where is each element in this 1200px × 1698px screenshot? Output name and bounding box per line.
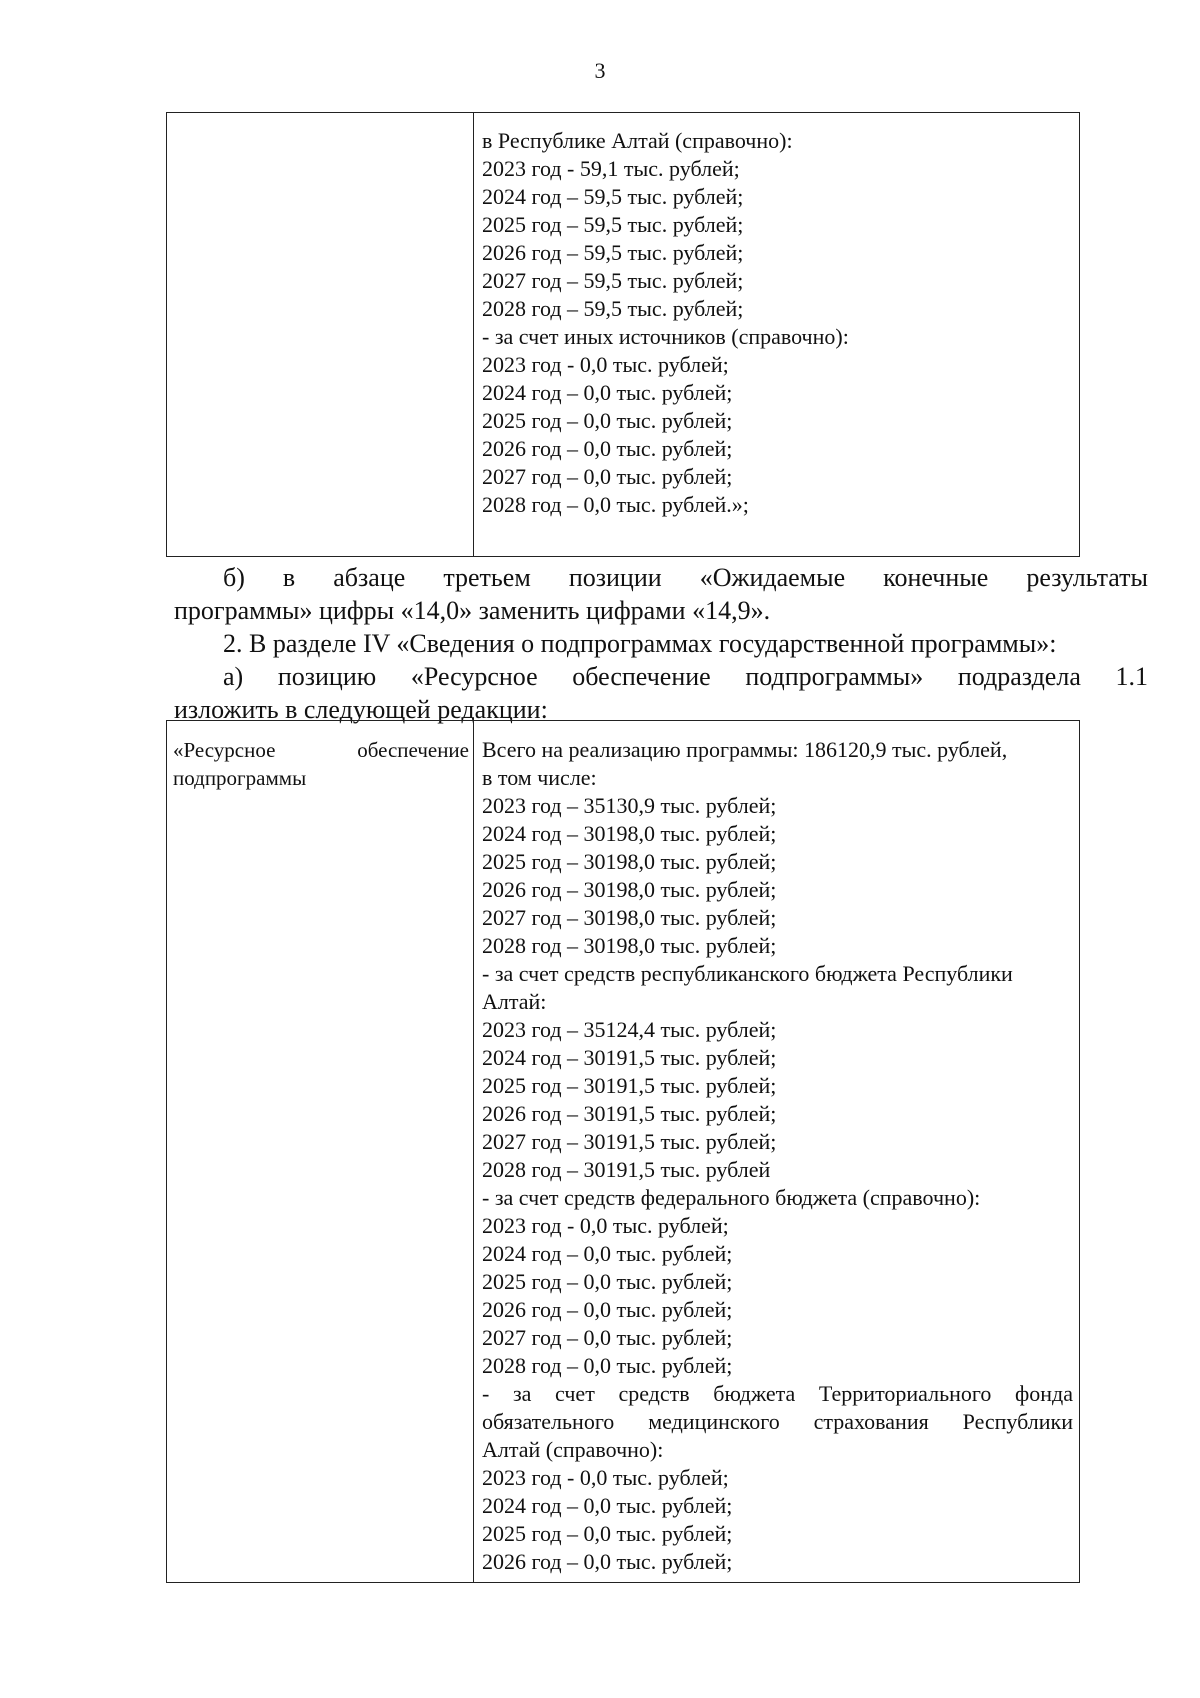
funding-line: Всего на реализацию программы: 186120,9 тыс. рублей, (482, 737, 1008, 762)
funding-line: 2025 год – 30198,0 тыс. рублей; (482, 849, 777, 874)
funding-line: 2024 год – 0,0 тыс. рублей; (482, 1493, 733, 1518)
funding-line: 2026 год – 0,0 тыс. рублей; (482, 1297, 733, 1322)
funding-line: 2024 год – 0,0 тыс. рублей; (482, 380, 733, 405)
funding-line: 2026 год – 59,5 тыс. рублей; (482, 240, 744, 265)
funding-line: 2025 год – 30191,5 тыс. рублей; (482, 1073, 777, 1098)
paragraph-item-2-text: 2. В разделе IV «Сведения о подпрограммах государственной программы»: (223, 629, 1057, 658)
funding-line: 2024 год – 30198,0 тыс. рублей; (482, 821, 777, 846)
funding-line: 2024 год – 0,0 тыс. рублей; (482, 1241, 733, 1266)
funding-line: 2028 год – 59,5 тыс. рублей; (482, 296, 744, 321)
funding-line: обязательного медицинского страхования Республики (482, 1409, 1073, 1434)
funding-line: 2027 год – 30198,0 тыс. рублей; (482, 905, 777, 930)
funding-line: 2023 год – 35124,4 тыс. рублей; (482, 1017, 777, 1042)
funding-line: 2024 год – 30191,5 тыс. рублей; (482, 1045, 777, 1070)
funding-line: 2025 год – 0,0 тыс. рублей; (482, 1269, 733, 1294)
funding-line: 2028 год – 0,0 тыс. рублей.»; (482, 492, 749, 517)
funding-lines (474, 113, 1079, 519)
funding-line: в том числе: (482, 765, 597, 790)
table-left-cell (167, 113, 474, 556)
paragraph-a-line-2: изложить в следующей редакции: (174, 695, 548, 724)
funding-line: 2026 год – 30198,0 тыс. рублей; (482, 877, 777, 902)
funding-line: 2023 год - 0,0 тыс. рублей; (482, 1465, 729, 1490)
position-name-line-2: подпрограммы (173, 766, 307, 790)
funding-line: 2024 год – 59,5 тыс. рублей; (482, 184, 744, 209)
table-right-cell (474, 113, 1079, 556)
funding-line: 2027 год – 0,0 тыс. рублей; (482, 464, 733, 489)
funding-line: - за счет средств федерального бюджета (справочно): (482, 1185, 981, 1210)
funding-line: 2023 год – 35130,9 тыс. рублей; (482, 793, 777, 818)
paragraph-a (174, 660, 1148, 726)
funding-line: 2027 год – 59,5 тыс. рублей; (482, 268, 744, 293)
subprogram-funding-table (166, 720, 1080, 1583)
table-right-cell (474, 721, 1079, 1582)
funding-lines (474, 721, 1079, 1576)
funding-line: 2028 год – 0,0 тыс. рублей; (482, 1353, 733, 1378)
paragraph-b-line-2: программы» цифры «14,0» заменить цифрами «14,9». (174, 596, 771, 625)
funding-line: 2023 год - 0,0 тыс. рублей; (482, 1213, 729, 1238)
funding-line: 2025 год – 0,0 тыс. рублей; (482, 1521, 733, 1546)
funding-line: Алтай: (482, 989, 547, 1014)
table-left-cell (167, 721, 474, 1582)
funding-line: - за счет средств республиканского бюджета Республики (482, 961, 1013, 986)
page-number: 3 (594, 58, 606, 83)
funding-line: 2026 год – 0,0 тыс. рублей; (482, 1549, 733, 1574)
funding-line: 2025 год – 59,5 тыс. рублей; (482, 212, 744, 237)
funding-line: 2026 год – 30191,5 тыс. рублей; (482, 1101, 777, 1126)
funding-line: 2028 год – 30191,5 тыс. рублей (482, 1157, 771, 1182)
funding-line: 2023 год - 0,0 тыс. рублей; (482, 352, 729, 377)
funding-line: - за счет средств бюджета Территориального фонда (482, 1381, 1073, 1406)
funding-table-continued (166, 112, 1080, 557)
funding-line: Алтай (справочно): (482, 1437, 664, 1462)
paragraph-a-line-1: а) позицию «Ресурсное обеспечение подпрограммы» подраздела 1.1 (223, 662, 1148, 691)
funding-line: в Республике Алтай (справочно): (482, 128, 793, 153)
funding-line: 2025 год – 0,0 тыс. рублей; (482, 408, 733, 433)
paragraph-b-line-1: б) в абзаце третьем позиции «Ожидаемые конечные результаты (223, 563, 1148, 592)
funding-line: 2027 год – 0,0 тыс. рублей; (482, 1325, 733, 1350)
position-name-line-1: «Ресурсное обеспечение (173, 738, 469, 762)
funding-line: - за счет иных источников (справочно): (482, 324, 849, 349)
funding-line: 2027 год – 30191,5 тыс. рублей; (482, 1129, 777, 1154)
funding-line: 2023 год - 59,1 тыс. рублей; (482, 156, 740, 181)
position-name (167, 721, 473, 792)
funding-line: 2028 год – 30198,0 тыс. рублей; (482, 933, 777, 958)
funding-line: 2026 год – 0,0 тыс. рублей; (482, 436, 733, 461)
paragraph-b (174, 561, 1148, 627)
paragraph-item-2 (174, 627, 1148, 660)
